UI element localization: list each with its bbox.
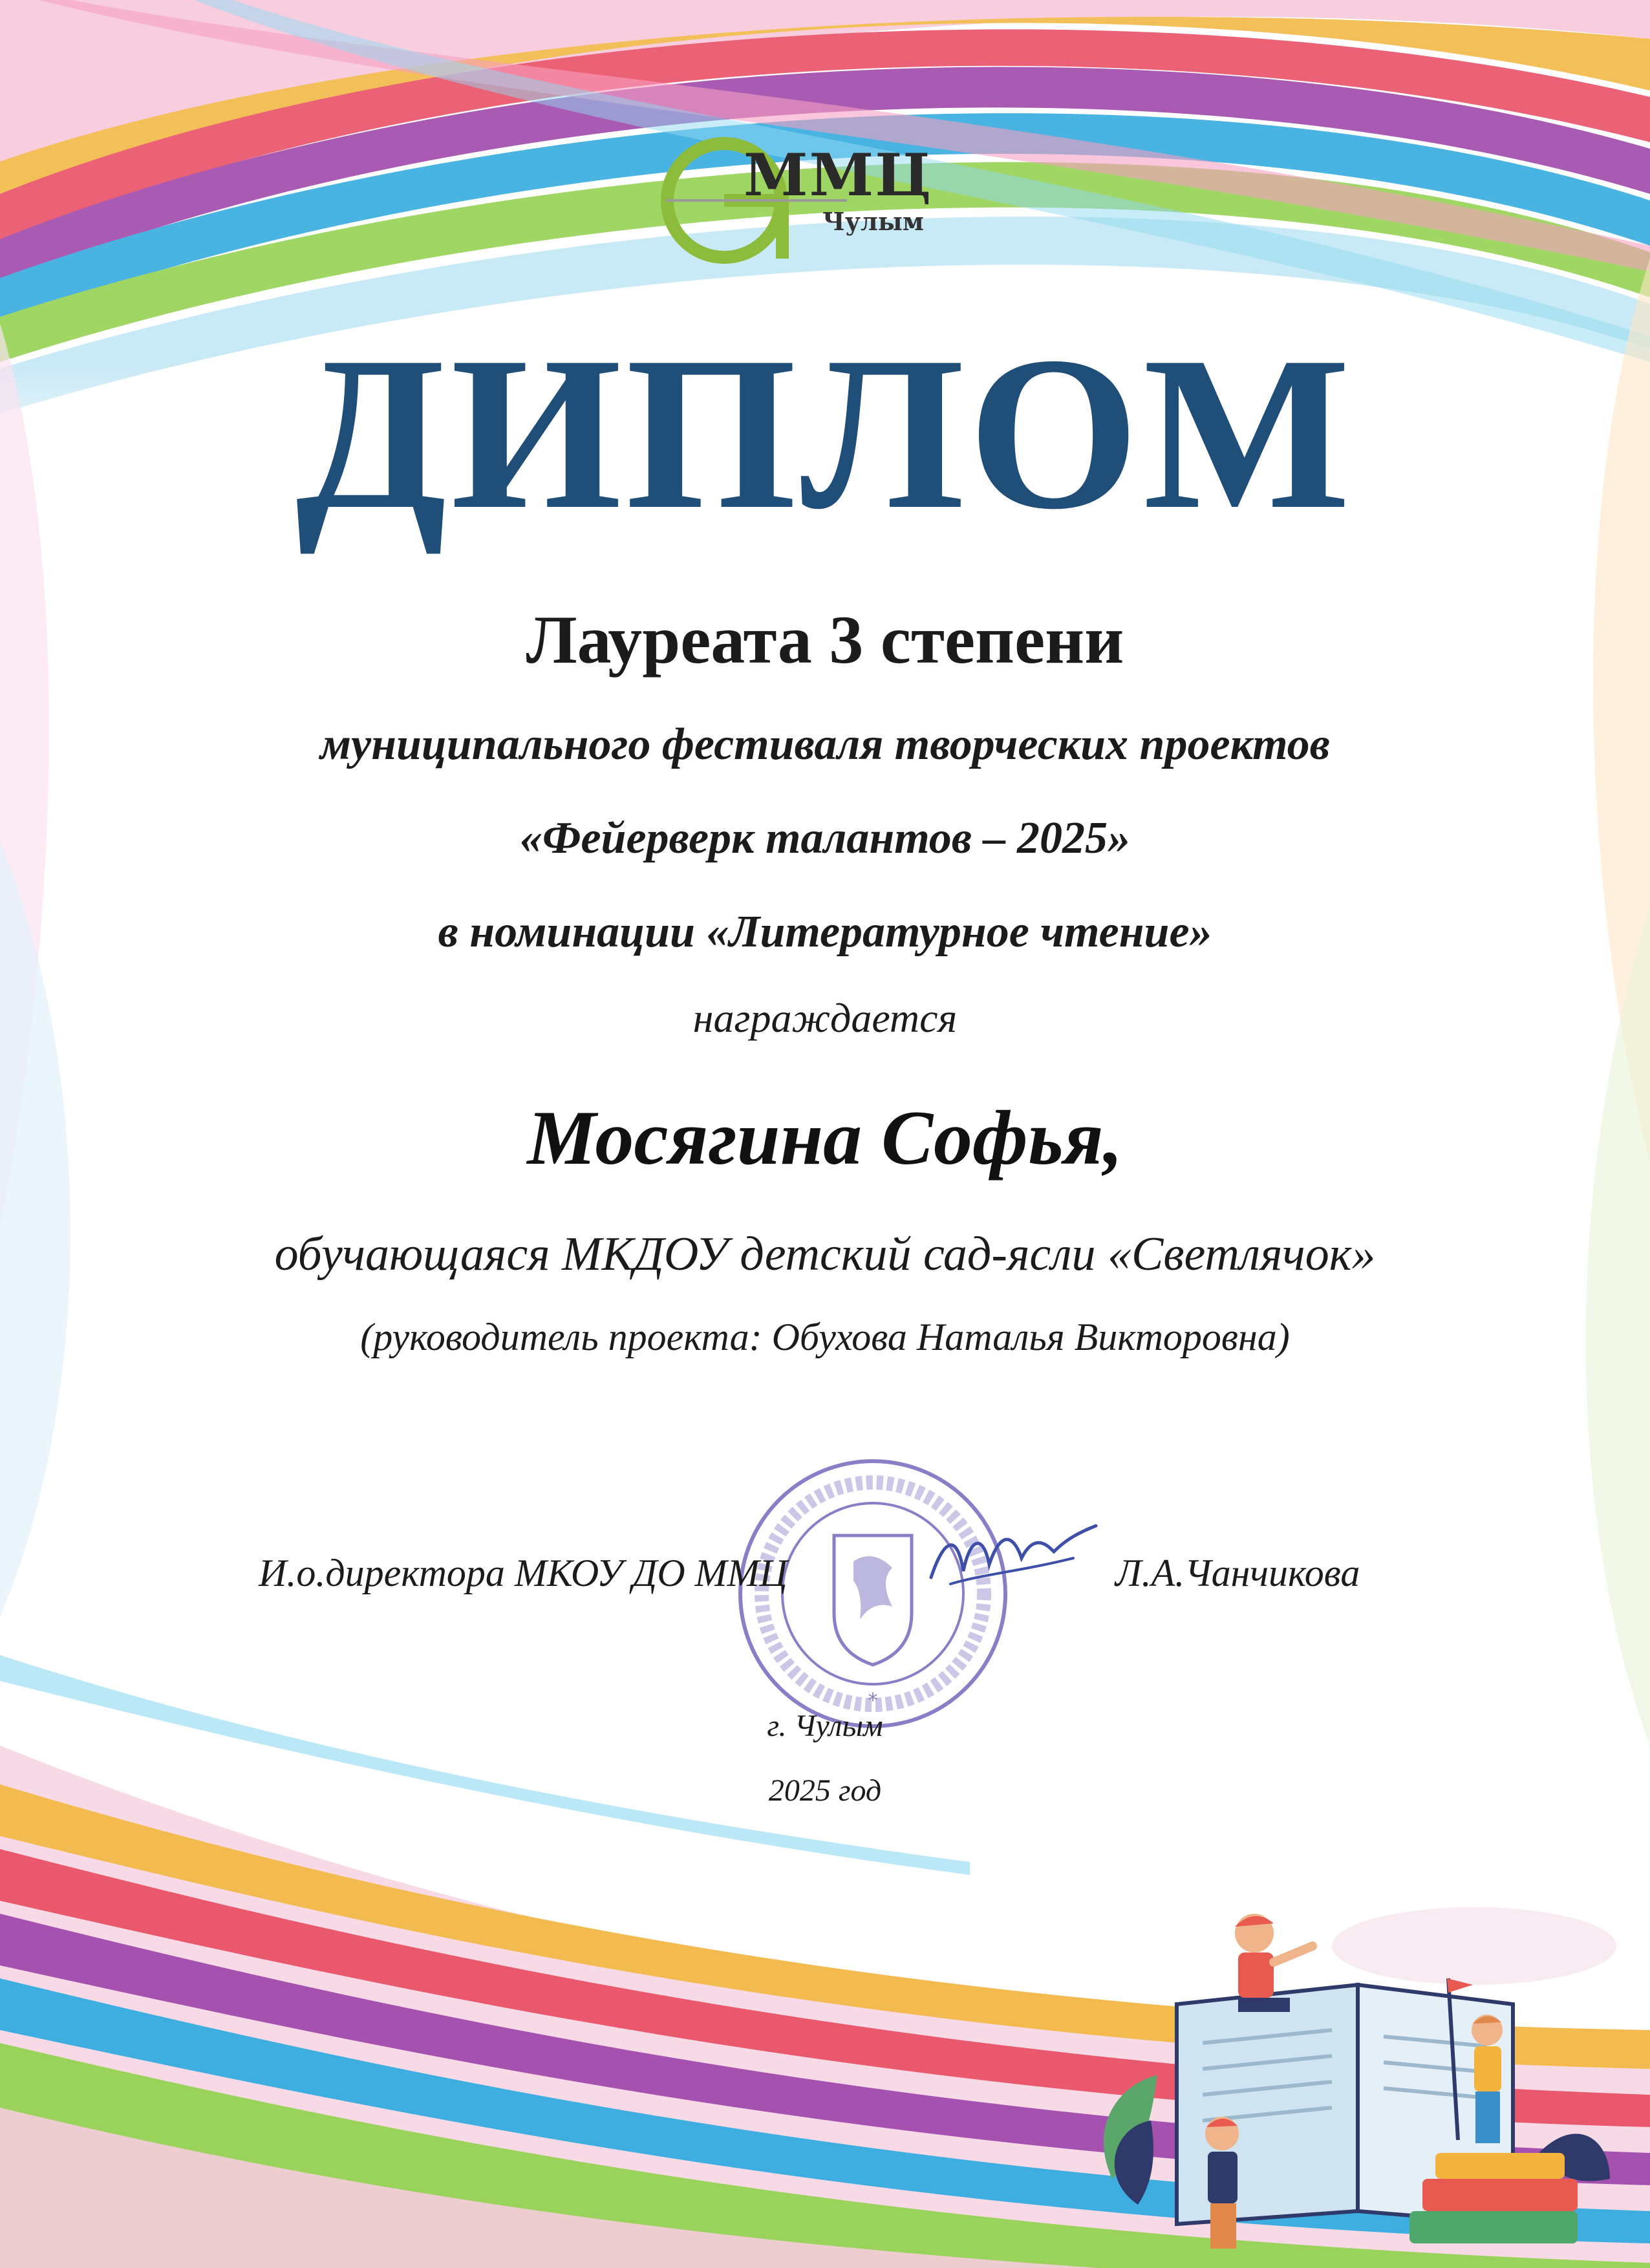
svg-text:*: * bbox=[868, 1689, 878, 1712]
festival-name: «Фейерверк талантов – 2025» bbox=[519, 813, 1131, 863]
project-supervisor: (руководитель проекта: Обухова Наталья Викторовна) bbox=[360, 1316, 1290, 1358]
logo-subtitle: Чулым bbox=[822, 207, 924, 236]
signatory-position: И.о.директора МКОУ ДО ММЦ bbox=[259, 1552, 788, 1594]
award-degree: Лауреата 3 степени bbox=[526, 602, 1124, 678]
logo-title: ММЦ bbox=[744, 141, 933, 209]
recipient-institution: обучающаяся МКДОУ детский сад-ясли «Светлячок» bbox=[274, 1228, 1376, 1281]
diploma-title: ДИПЛОМ bbox=[295, 311, 1355, 555]
handwritten-signature-icon bbox=[925, 1513, 1099, 1597]
issue-city: г. Чулым bbox=[767, 1709, 883, 1743]
signatory-name: Л.А.Чанчикова bbox=[1115, 1552, 1360, 1594]
children-reading-book-illustration bbox=[1086, 1907, 1616, 2256]
festival-description: муниципального фестиваля творческих проектов bbox=[320, 720, 1330, 769]
recipient-name: Мосягина Софья, bbox=[527, 1095, 1123, 1181]
nomination: в номинации «Литературное чтение» bbox=[438, 907, 1212, 957]
awarded-label: награждается bbox=[692, 995, 958, 1041]
issue-year: 2025 год bbox=[768, 1773, 882, 1808]
organization-logo bbox=[653, 123, 950, 272]
